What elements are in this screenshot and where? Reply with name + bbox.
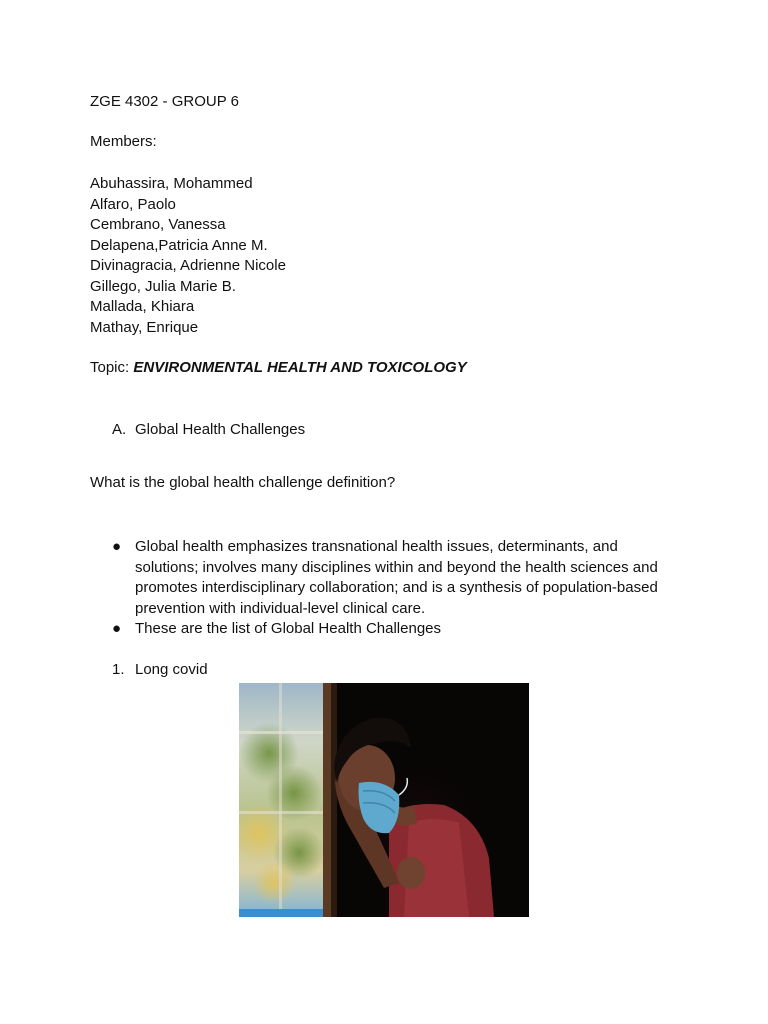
member-name: Delapena,Patricia Anne M.: [90, 236, 268, 254]
member-name: Mathay, Enrique: [90, 318, 199, 336]
bullet-item: [112, 619, 682, 640]
member-name: Alfaro, Paolo: [90, 195, 176, 213]
bullet-item: [112, 537, 682, 619]
bullet-icon: ●: [112, 538, 122, 555]
section-heading: [112, 420, 305, 441]
bullet-icon: ●: [112, 620, 122, 637]
members-label: Members:: [90, 133, 157, 150]
long-covid-photo: [239, 683, 529, 917]
document-title: ZGE 4302 - GROUP 6: [90, 93, 239, 110]
numbered-item: [112, 660, 208, 681]
topic-value: ENVIRONMENTAL HEALTH AND TOXICOLOGY: [133, 359, 467, 376]
member-name: Divinagracia, Adrienne Nicole: [90, 257, 286, 274]
member-name: Gillego, Julia Marie B.: [90, 277, 236, 295]
bullet-text: These are the list of Global Health Challenges: [135, 620, 442, 637]
topic-label: Topic:: [90, 359, 130, 376]
question-text: What is the global health challenge definition?: [90, 474, 396, 491]
numbered-text: Long covid: [135, 661, 208, 678]
numbered-marker: 1.: [112, 661, 125, 678]
bullet-text: Global health emphasizes transnational health issues, determinants, and solutions; involves many disciplines within and beyond the health sciences and promotes interdisciplinary collaboration; and is a synthesis of population-based prevention with individual-level clinical care.: [135, 538, 658, 617]
section-marker: A.: [112, 421, 127, 438]
member-name: Mallada, Khiara: [90, 298, 195, 315]
member-list: [90, 174, 286, 338]
section-title: Global Health Challenges: [135, 421, 306, 438]
bullet-list: [112, 537, 682, 640]
member-name: Abuhassira, Mohammed: [90, 175, 253, 192]
member-name: Cembrano, Vanessa: [90, 216, 226, 233]
topic-line: [90, 358, 467, 379]
